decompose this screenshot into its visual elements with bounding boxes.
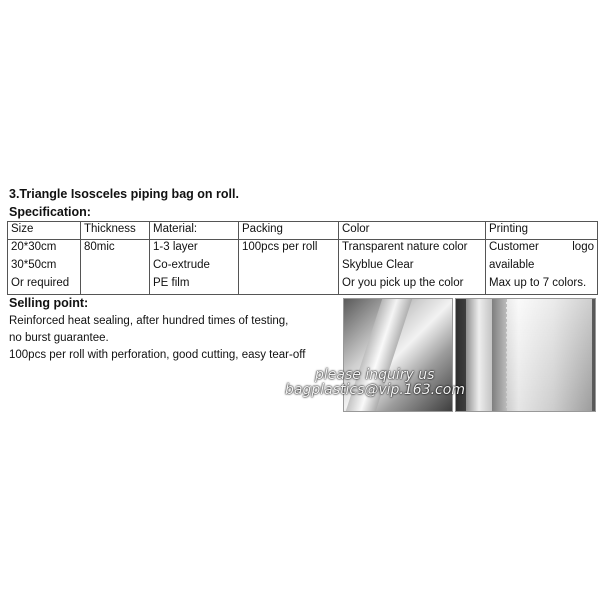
cell-size: 20*30cm (8, 240, 81, 259)
selling-point-line: no burst guarantee. (9, 332, 109, 344)
cell-size: Or required (8, 276, 81, 295)
selling-point-line: Reinforced heat sealing, after hundred times of testing, (9, 315, 289, 327)
cell-printing: Max up to 7 colors. (486, 276, 598, 295)
table-header-row (8, 222, 598, 240)
selling-point-label: Selling point: (9, 296, 89, 310)
section-title: 3.Triangle Isosceles piping bag on roll. (9, 187, 239, 201)
table-row (8, 258, 598, 276)
header-thickness: Thickness (81, 222, 150, 240)
printing-text-logo: logo (572, 241, 594, 253)
table-row (8, 276, 598, 295)
cell-material: PE film (150, 276, 239, 295)
cell-packing (239, 258, 339, 276)
selling-point-line: 100pcs per roll with perforation, good cutting, easy tear-off (9, 349, 306, 361)
header-size: Size (8, 222, 81, 240)
watermark-line-inquiry: please inquiry us (315, 367, 435, 383)
selling-point-list (9, 313, 305, 364)
product-photo-bags (455, 298, 596, 412)
cell-color: Or you pick up the color (339, 276, 486, 295)
cell-printing: available (486, 258, 598, 276)
specification-table (7, 221, 598, 295)
printing-text-customer: Customer (489, 241, 539, 253)
film-roll-shape (466, 299, 492, 411)
cell-thickness: 80mic (81, 240, 150, 259)
cell-material: Co-extrude (150, 258, 239, 276)
header-printing: Printing (486, 222, 598, 240)
cell-material: 1-3 layer (150, 240, 239, 259)
cell-packing (239, 276, 339, 295)
cell-color: Skyblue Clear (339, 258, 486, 276)
header-material: Material: (150, 222, 239, 240)
header-color: Color (339, 222, 486, 240)
contact-watermark (285, 368, 465, 398)
cell-size: 30*50cm (8, 258, 81, 276)
cell-color: Transparent nature color (339, 240, 486, 259)
header-packing: Packing (239, 222, 339, 240)
cell-printing (486, 240, 598, 259)
film-sheet-shape (506, 299, 592, 411)
cell-packing: 100pcs per roll (239, 240, 339, 259)
table-row (8, 240, 598, 259)
specification-label: Specification: (9, 205, 91, 219)
watermark-line-email: bagplastics@vip.163.com (285, 382, 465, 398)
cell-thickness (81, 258, 150, 276)
cell-thickness (81, 276, 150, 295)
